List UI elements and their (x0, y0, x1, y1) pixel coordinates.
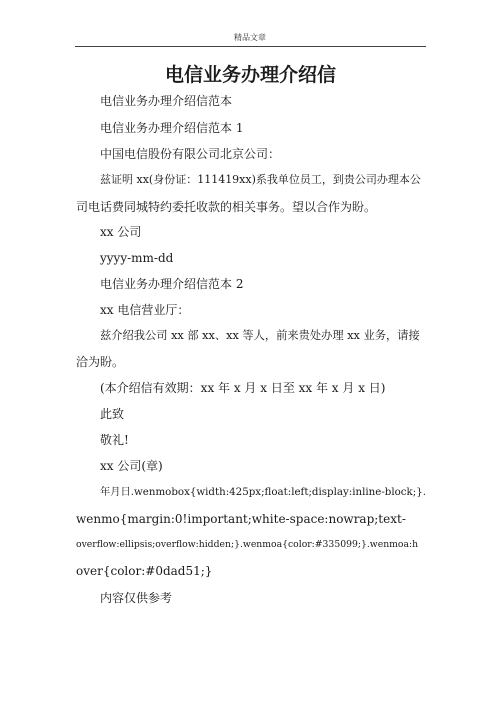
paragraph-line: 电信业务办理介绍信范本 1 (100, 121, 244, 135)
paragraph-line: 兹介绍我公司 xx 部 xx、xx 等人，前来贵处办理 xx 业务，请接 (100, 329, 420, 342)
paragraph-line: 兹证明 xx(身份证：111419xx)系我单位员工，到贵公司办理本公 (100, 173, 421, 186)
header-divider (75, 46, 426, 47)
document-title: 电信业务办理介绍信 (164, 64, 336, 86)
paragraph-line: over{color:#0dad51;} (76, 564, 213, 578)
paragraph-line: wenmo{margin:0!important;white-space:nowrap;text- (76, 512, 406, 526)
paragraph-line: xx 公司(章) (100, 459, 163, 473)
paragraph-line: 洽为盼。 (76, 355, 125, 369)
paragraph-line: xx 电信营业厅： (100, 303, 190, 317)
paragraph-line: yyyy-mm-dd (100, 251, 174, 265)
paragraph-line: (本介绍信有效期：xx 年 x 月 x 日至 xx 年 x 月 x 日) (100, 381, 386, 395)
page-header: 精品文章 (234, 33, 266, 42)
paragraph-line: 此致 (100, 407, 125, 421)
paragraph-line: xx 公司 (100, 225, 142, 239)
paragraph-line: 敬礼! (100, 433, 129, 447)
paragraph-line: overflow:ellipsis;overflow:hidden;}.wenmoa{color:#335099;}.wenmoa:h (76, 539, 419, 550)
paragraph-line: 电信业务办理介绍信范本 (100, 94, 233, 108)
paragraph-line: 中国电信股份有限公司北京公司： (100, 147, 281, 161)
paragraph-line: 年月日.wenmobox{width:425px;float:left;display:inline-block;}. (100, 486, 426, 498)
paragraph-line: 内容仅供参考 (100, 591, 173, 605)
paragraph-line: 司电话费同城特约委托收款的相关事务。望以合作为盼。 (76, 200, 377, 214)
paragraph-line: 电信业务办理介绍信范本 2 (100, 277, 244, 291)
